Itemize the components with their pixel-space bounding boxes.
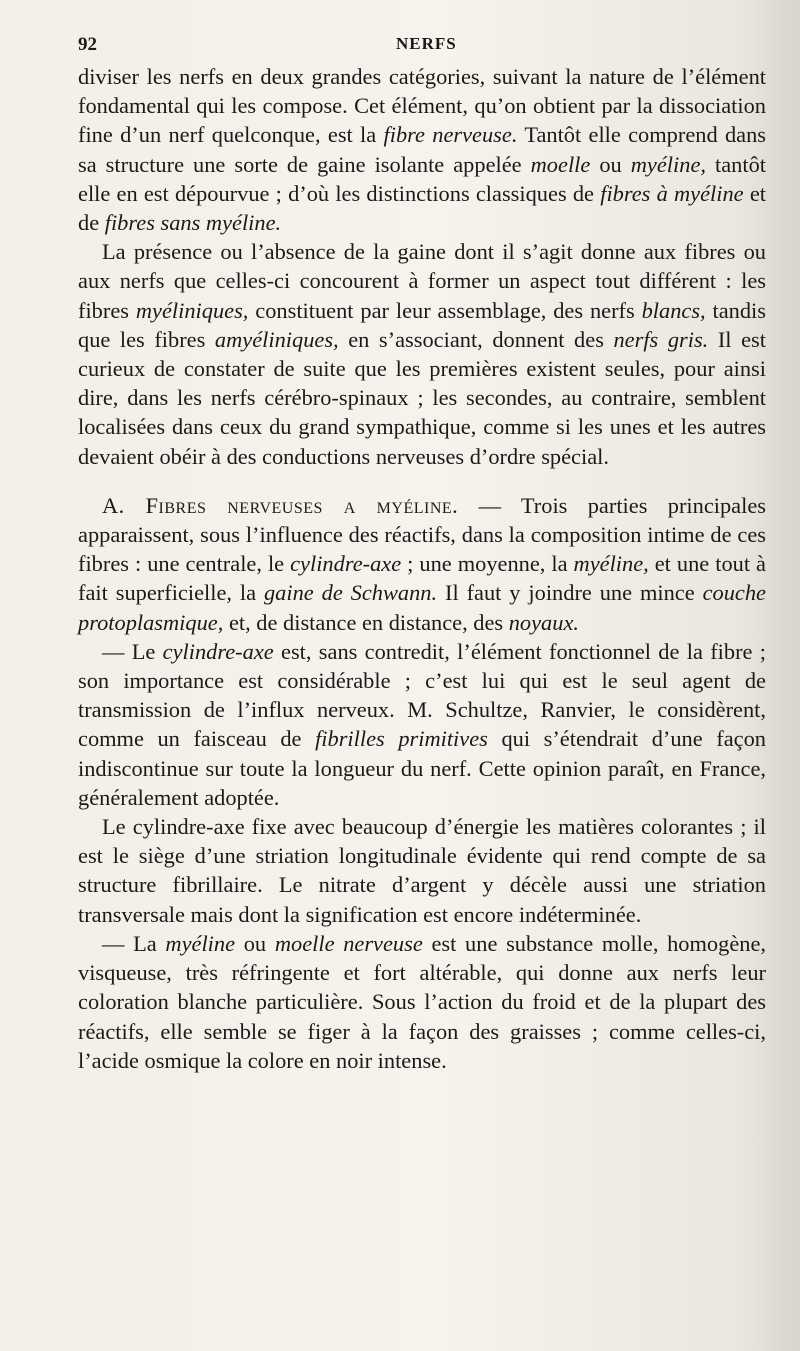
paragraph-cylinder-axis: — Le cylindre-axe est, sans contredit, l’élément fonctionnel de la fibre ; son importance est considérable ; c’est lui qui est le seul agent de transmission de l’influx nerveux. M. Schultze, Ranvier, le considèrent, comme un faisceau de fibrilles primitives qui s’étendrait d’une façon indiscontinue sur toute la longueur du nerf. Cette opinion paraît, en France, généralement adoptée.: [78, 638, 767, 810]
paragraph-myelin: — La myéline ou moelle nerveuse est une substance molle, homogène, visqueuse, très réfringente et fort altérable, qui donne aux nerfs leur coloration blanche particulière. Sous l’action du froid et de la plupart des réactifs, elle semble se figer à la façon des graisses ; comme celles-ci, l’acide osmique la colore en noir intense.: [78, 930, 766, 1073]
paragraph-classification: diviser les nerfs en deux grandes catégories, suivant la nature de l’élément fondamental qui les compose. Cet élément, qu’on obtient par la dissociation fine d’un nerf quelconque, est la fibre nerveuse. Tantôt elle comprend dans sa structure une sorte de gaine isolante appelée moelle ou myéline, tantôt elle en est dépourvue ; d’où les distinctions classiques de fibres à myéline et de fibres sans myéline.: [78, 64, 766, 236]
section-gap: [78, 471, 766, 491]
paragraph-white-gray-nerves: La présence ou l’absence de la gaine dont il s’agit donne aux fibres ou aux nerfs que celles-ci concourent à former un aspect tout différent : les fibres myéliniques, constituent par leur assemblage, des nerfs blancs, tandis que les fibres amyéliniques, en s’associant, donnent des nerfs gris. Il est curieux de constater de suite que les premières existent seules, pour ainsi dire, dans les nerfs cérébro-spinaux ; les secondes, au contraire, semblent localisées dans ceux du grand sympathique, comme si les unes et les autres devaient obéir à des conductions nerveuses d’ordre spécial.: [78, 239, 766, 469]
paragraph-section-a: A. Fibres nerveuses a myéline. — Trois parties principales apparaissent, sous l’influence des réactifs, dans la composition intime de ces fibres : une centrale, le cylindre-axe ; une moyenne, la myéline, et une tout à fait superficielle, la gaine de Schwann. Il faut y joindre une mince couche protoplasmique, et, de distance en distance, des noyaux.: [78, 492, 766, 635]
section-heading: A. Fibres nerveuses a myéline.: [102, 492, 459, 518]
body-text: [78, 62, 766, 1075]
page-number: 92: [78, 34, 97, 55]
paragraph-coloring: Le cylindre-axe fixe avec beaucoup d’énergie les matières colorantes ; il est le siège d’une striation longitudinale évidente qui rend compte de sa structure fibrillaire. Le nitrate d’argent y décèle aussi une striation transversale mais dont la signification est encore indéterminée.: [78, 814, 766, 927]
running-title: NERFS: [396, 34, 457, 53]
page-header: [78, 34, 764, 60]
